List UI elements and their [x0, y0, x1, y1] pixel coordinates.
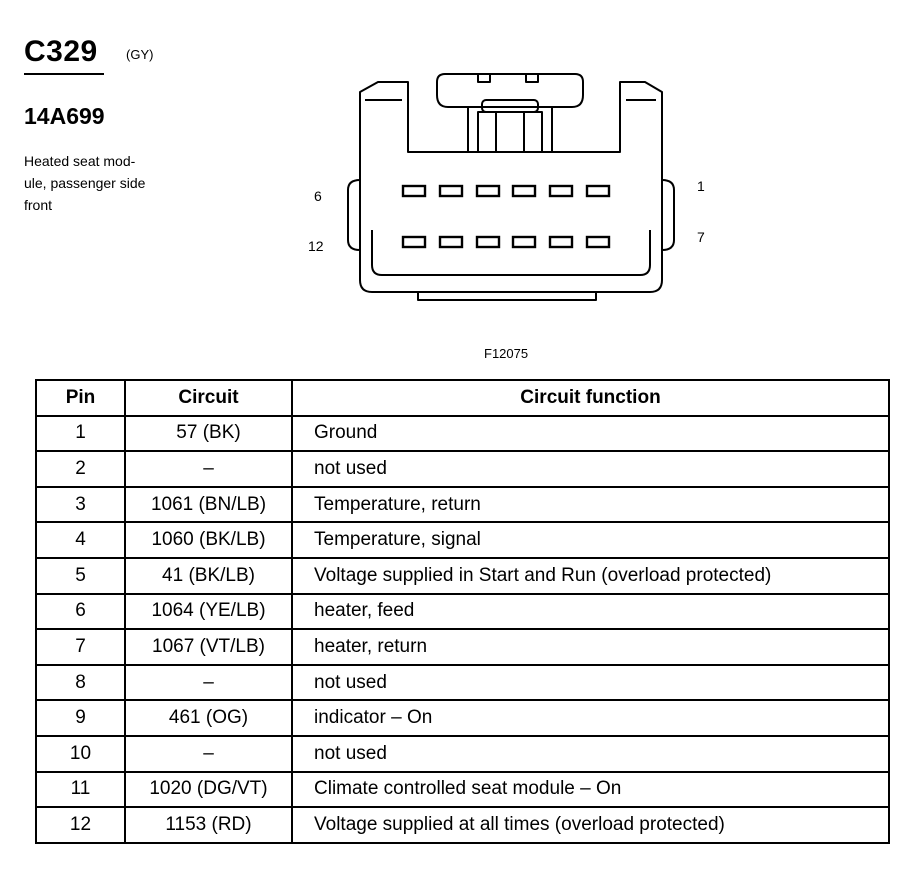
pin-cell: 3	[36, 487, 125, 523]
circuit-cell: 1060 (BK/LB)	[125, 522, 292, 558]
function-cell: Temperature, return	[292, 487, 889, 523]
pin-label-7: 7	[697, 229, 705, 245]
circuit-cell: –	[125, 451, 292, 487]
pin-label-12: 12	[308, 238, 324, 254]
table-row	[36, 451, 889, 487]
circuit-cell: 1020 (DG/VT)	[125, 772, 292, 808]
circuit-cell: 1064 (YE/LB)	[125, 594, 292, 630]
table-row	[36, 772, 889, 808]
function-cell: not used	[292, 736, 889, 772]
part-number: 14A699	[24, 103, 105, 129]
pin-cell: 9	[36, 700, 125, 736]
function-cell: not used	[292, 451, 889, 487]
circuit-cell: –	[125, 665, 292, 701]
function-cell: Voltage supplied in Start and Run (overload protected)	[292, 558, 889, 594]
function-cell: heater, return	[292, 629, 889, 665]
description-line: Heated seat mod-	[24, 153, 136, 169]
pin-cell: 6	[36, 594, 125, 630]
table-header-row	[36, 380, 889, 416]
table-row	[36, 594, 889, 630]
table-row	[36, 736, 889, 772]
pin-cell: 4	[36, 522, 125, 558]
circuit-cell: 461 (OG)	[125, 700, 292, 736]
connector-face-drawing	[300, 70, 720, 315]
circuit-cell: 1153 (RD)	[125, 807, 292, 843]
pin-cell: 11	[36, 772, 125, 808]
pinout-table	[35, 379, 890, 844]
function-cell: Ground	[292, 416, 889, 452]
table-row	[36, 665, 889, 701]
header-circuit-function: Circuit function	[292, 380, 889, 416]
header-pin: Pin	[36, 380, 125, 416]
figure-code: F12075	[484, 346, 529, 361]
circuit-cell: 1067 (VT/LB)	[125, 629, 292, 665]
pin-cell: 5	[36, 558, 125, 594]
connector-description	[24, 150, 184, 216]
circuit-cell: 41 (BK/LB)	[125, 558, 292, 594]
pin-label-6: 6	[314, 188, 322, 204]
table-row	[36, 522, 889, 558]
function-cell: not used	[292, 665, 889, 701]
function-cell: Voltage supplied at all times (overload protected)	[292, 807, 889, 843]
pin-cell: 2	[36, 451, 125, 487]
connector-id-underline	[24, 73, 104, 75]
table-row	[36, 487, 889, 523]
connector-color: (GY)	[126, 47, 154, 62]
pin-cell: 7	[36, 629, 125, 665]
table-row	[36, 807, 889, 843]
function-cell: indicator – On	[292, 700, 889, 736]
table-row	[36, 416, 889, 452]
pin-cell: 12	[36, 807, 125, 843]
circuit-cell: 57 (BK)	[125, 416, 292, 452]
connector-diagram	[300, 70, 720, 315]
table-row	[36, 629, 889, 665]
description-line: ule, passenger side	[24, 175, 146, 191]
header-circuit: Circuit	[125, 380, 292, 416]
circuit-cell: 1061 (BN/LB)	[125, 487, 292, 523]
circuit-cell: –	[125, 736, 292, 772]
function-cell: Climate controlled seat module – On	[292, 772, 889, 808]
connector-id: C329	[24, 35, 98, 68]
function-cell: Temperature, signal	[292, 522, 889, 558]
pin-cell: 8	[36, 665, 125, 701]
table-row	[36, 558, 889, 594]
function-cell: heater, feed	[292, 594, 889, 630]
description-line: front	[24, 197, 53, 213]
pin-cell: 1	[36, 416, 125, 452]
pin-cell: 10	[36, 736, 125, 772]
pin-label-1: 1	[697, 178, 705, 194]
table-row	[36, 700, 889, 736]
